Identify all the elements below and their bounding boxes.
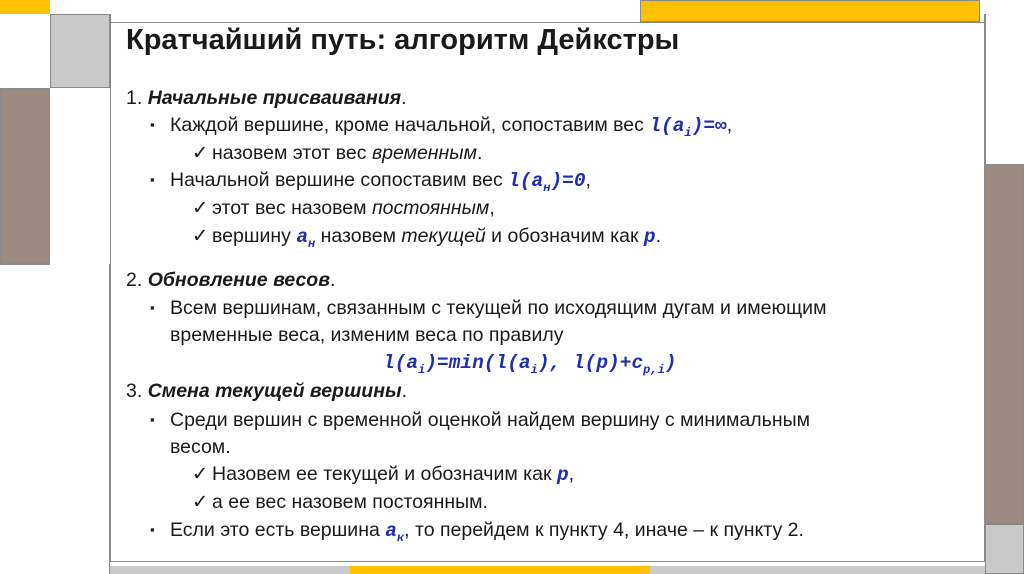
checkmark-icon: ✓ [192, 491, 209, 513]
deco-left-line [0, 264, 50, 265]
section-3-check-1: ✓ Назовем ее текущей и обозначим как p, [192, 463, 575, 486]
bullet-icon: ▪ [150, 117, 155, 132]
deco-bottom-left-gray [110, 566, 350, 574]
section-1-bullet-2: ▪ Начальной вершине сопоставим вес $l(a_н)=0$, [150, 169, 591, 195]
section-3-bullet-2: ▪ Если это есть вершина $a_к$, то перейдем к пункту 4, иначе – к пункту 2. [150, 519, 804, 545]
section-2-bullet-1-line-2: временные веса, изменим веса по правилу [170, 324, 564, 346]
deco-right-brown-block [985, 164, 1024, 524]
deco-left-brown-block [0, 88, 50, 264]
deco-left-yellow-block [0, 0, 50, 14]
section-1-check-3: ✓ вершину $a_н$ назовем текущей и обозначим как p. [192, 225, 662, 251]
checkmark-icon: ✓ [192, 142, 209, 164]
slide-title: Кратчайший путь: алгоритм Дейкстры [126, 24, 680, 56]
deco-right-gray-block [985, 14, 1024, 164]
bullet-icon: ▪ [150, 522, 155, 537]
section-1-heading: 1. Начальные присваивания. [126, 87, 407, 109]
checkmark-icon: ✓ [192, 197, 209, 219]
section-1-bullet-1: ▪ Каждой вершине, кроме начальной, сопоставим вес $l(a_i)=\infty$, [150, 114, 733, 140]
bullet-icon: ▪ [150, 172, 155, 187]
deco-bottom-yellow-bar [350, 566, 650, 574]
deco-bottom-gray-bar [650, 566, 985, 574]
bullet-icon: ▪ [150, 300, 155, 315]
section-2-bullet-1-line-1: ▪ Всем вершинам, связанным с текущей по исходящим дугам и имеющим [150, 297, 827, 319]
deco-left-bottom-block [50, 264, 110, 574]
update-formula: $l(a_i)=\min(l(a_i)$, $l(p)+c_{p,i}$) [383, 352, 677, 377]
section-3-bullet-1-line-1: ▪ Среди вершин с временной оценкой найдем вершину с минимальным [150, 409, 811, 431]
section-3-bullet-1-line-2: весом. [170, 436, 231, 458]
bullet-icon: ▪ [150, 412, 155, 427]
section-3-heading: 3. Смена текущей вершины. [126, 380, 408, 402]
section-3-check-2: ✓ а ее вес назовем постоянным. [192, 491, 488, 513]
checkmark-icon: ✓ [192, 225, 209, 247]
section-2-heading: 2. Обновление весов. [126, 269, 336, 291]
deco-left-gray-block [50, 14, 110, 88]
checkmark-icon: ✓ [192, 463, 209, 485]
section-1-check-2: ✓ этот вес назовем постоянным, [192, 197, 495, 219]
deco-right-bottom-block [985, 524, 1024, 574]
section-1-check-1: ✓ назовем этот вес временным. [192, 142, 483, 164]
